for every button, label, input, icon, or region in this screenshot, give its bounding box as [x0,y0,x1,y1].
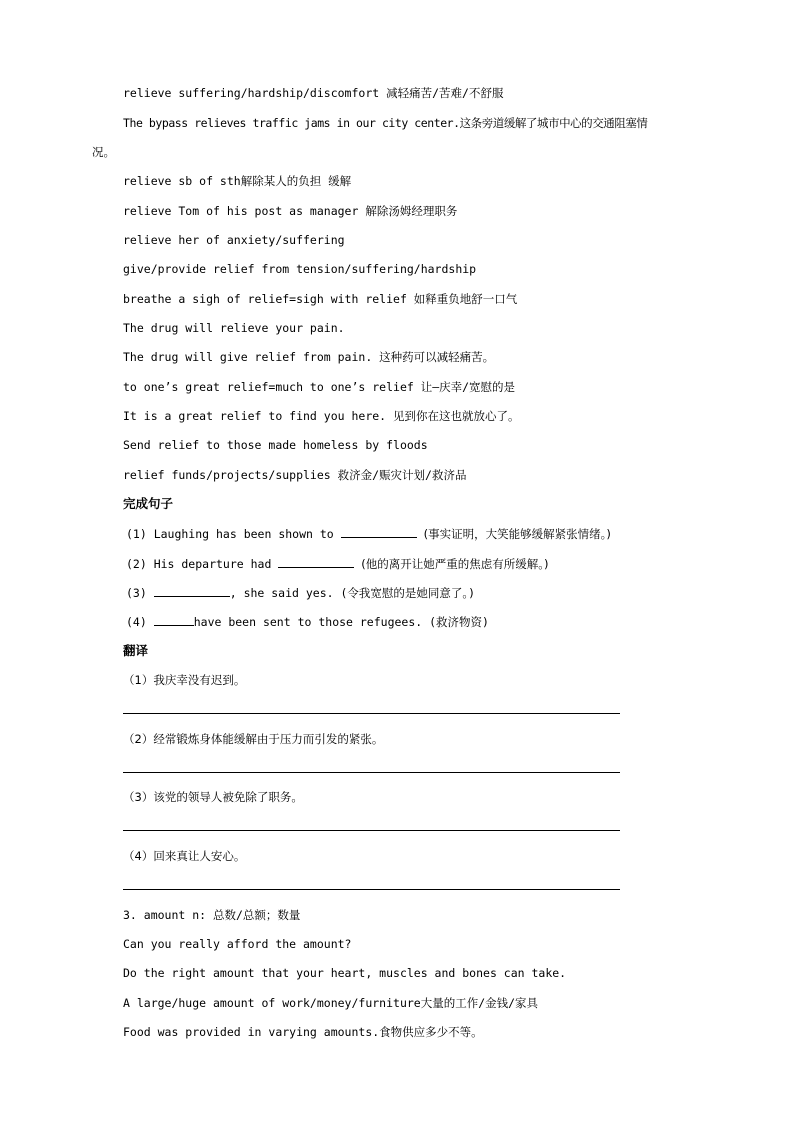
text-line: Can you really afford the amount? [123,937,352,951]
exercise-item-4 [126,613,489,630]
exercise-hint: (事实证明，大笑能够缓解紧张情绪。) [423,527,611,541]
exercise-item-3 [126,584,475,601]
text-line: Do the right amount that your heart, muscles and bones can take. [123,966,567,980]
text-line: give/provide relief from tension/suffering/hardship [123,262,477,276]
text-line: breathe a sigh of relief=sigh with relief 如释重负地舒一口气 [123,292,518,306]
text-line: The drug will give relief from pain. 这种药可以减轻痛苦。 [123,350,495,364]
answer-blank[interactable] [278,555,354,568]
text-line: A large/huge amount of work/money/furniture大量的工作/金钱/家具 [123,996,539,1010]
exercise-hint: (他的离开让她严重的焦虑有所缓解。) [361,557,549,571]
answer-blank[interactable] [154,613,194,626]
text-line: 况。 [92,145,115,159]
section-heading-complete: 完成句子 [123,496,174,511]
text-line: to one’s great relief=much to one’s relief 让―庆幸/宽慰的是 [123,380,516,394]
answer-line[interactable] [123,830,620,831]
vocab-heading-amount: 3. amount n: 总数/总额；数量 [123,908,301,922]
translate-item-3: （3）该党的领导人被免除了职务。 [123,790,303,804]
answer-blank[interactable] [154,584,230,597]
exercise-item-2 [126,555,549,572]
text-line: Food was provided in varying amounts.食物供应多少不等。 [123,1025,483,1039]
exercise-prompt: (4) [126,615,147,629]
text-line: relief funds/projects/supplies 救济金/赈灾计划/救济品 [123,468,467,482]
section-heading-translate: 翻译 [123,643,149,658]
answer-blank[interactable] [341,525,417,538]
exercise-prompt: (1) Laughing has been shown to [126,527,334,541]
answer-line[interactable] [123,772,620,773]
text-line: relieve her of anxiety/suffering [123,233,345,247]
text-line: Send relief to those made homeless by floods [123,438,428,452]
answer-line[interactable] [123,713,620,714]
text-line: The bypass relieves traffic jams in our city center.这条旁道缓解了城市中心的交通阻塞情 [123,116,648,130]
text-line: relieve suffering/hardship/discomfort 减轻痛苦/苦难/不舒服 [123,86,504,100]
translate-item-2: （2）经常锻炼身体能缓解由于压力而引发的紧张。 [123,732,384,746]
answer-line[interactable] [123,889,620,890]
exercise-hint: have been sent to those refugees. (救济物资) [193,615,489,629]
text-line: relieve sb of sth解除某人的负担 缓解 [123,174,352,188]
exercise-prompt: (3) [126,586,147,600]
exercise-hint: , she said yes. (令我宽慰的是她同意了。) [229,586,476,600]
exercise-item-1 [126,525,611,542]
translate-item-1: （1）我庆幸没有迟到。 [123,673,246,687]
text-line: The drug will relieve your pain. [123,321,345,335]
translate-item-4: （4）回来真让人安心。 [123,849,246,863]
text-line: It is a great relief to find you here. 见到你在这也就放心了。 [123,409,520,423]
exercise-prompt: (2) His departure had [126,557,272,571]
text-line: relieve Tom of his post as manager 解除汤姆经理职务 [123,204,458,218]
